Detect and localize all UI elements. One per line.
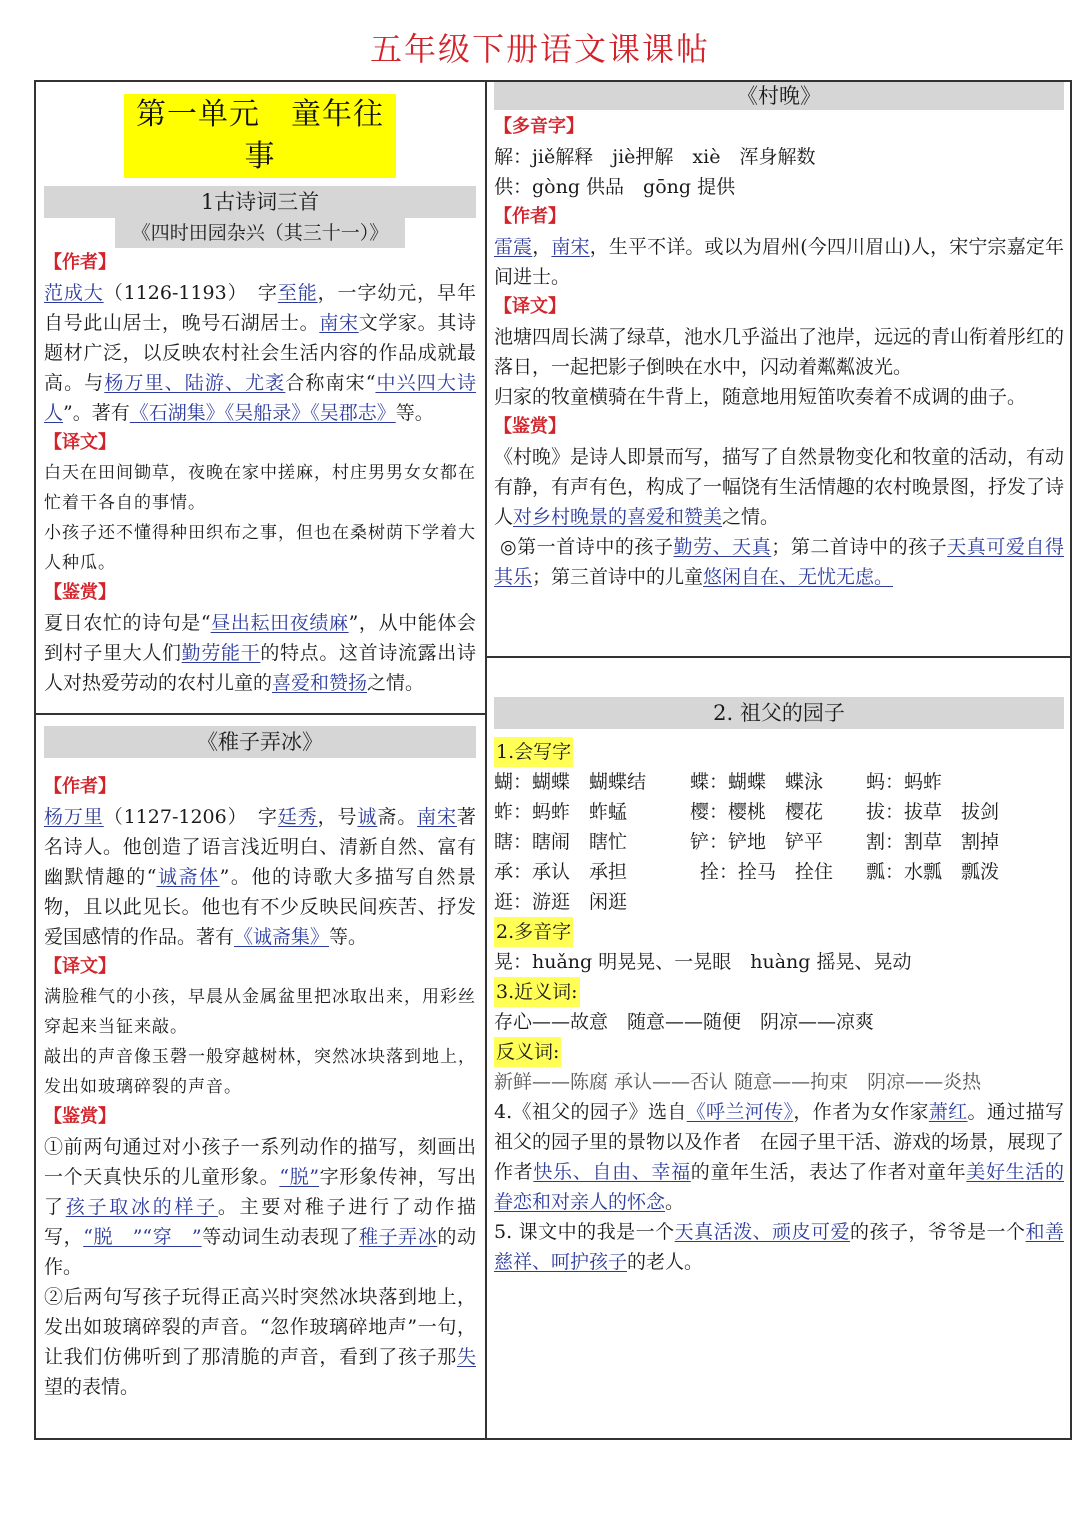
page-title: 五年级下册语文课课帖: [369, 30, 710, 68]
write-cell: 樱：樱桃 樱花: [690, 801, 824, 823]
childhood-trait-link[interactable]: 快乐、自由、幸福: [533, 1161, 691, 1183]
poem3-appreciation: [494, 442, 1064, 532]
text-span: 等。: [395, 402, 434, 424]
text-span: 。主要对稚子进行了动作描写，: [44, 1196, 476, 1248]
poem1-translation-line1: 白天在田间锄草，夜晚在家中搓麻，村庄男男女女都在忙着干各自的事情。: [44, 463, 476, 513]
key-verbs-link[interactable]: “脱 ”“穿 ”: [83, 1226, 202, 1248]
poem3-section: [494, 82, 1064, 592]
synonym-label: 3.近义词:: [494, 977, 580, 1007]
point-4: [494, 1097, 1064, 1217]
child-trait-link[interactable]: 天真活泼、顽皮可爱: [674, 1221, 851, 1243]
text-span: （1126-1193） 字: [103, 282, 278, 304]
text-span: 夏日农忙的诗句是“: [44, 612, 211, 634]
point-5: [494, 1217, 1064, 1277]
synonym-text: 存心——故意 随意——随便 阴凉——凉爽: [494, 1011, 875, 1033]
text-span: 等动词生动表现了: [201, 1226, 359, 1248]
author-name-link[interactable]: 范成大: [44, 282, 104, 304]
lesson2-title: 2. 祖父的园子: [494, 697, 1064, 729]
write-cell: 逛：游逛 闲逛: [494, 891, 628, 913]
poem3-translation-line2: 归家的牧童横骑在牛背上，随意地用短笛吹奏着不成调的曲子。: [494, 386, 1027, 408]
poem2-title: 《稚子弄冰》: [44, 726, 476, 758]
key-emotion-link[interactable]: 喜爱和赞扬: [272, 672, 368, 694]
text-span: 4.《祖父的园子》选自: [494, 1101, 687, 1123]
write-cell: 蝶：蝴蝶 蝶泳: [690, 771, 824, 793]
poem-summary: [494, 532, 1064, 592]
poem2-author-intro: [44, 802, 476, 952]
poem1-author-label: 【作者】: [44, 252, 116, 273]
text-span: 斋。: [377, 806, 418, 828]
polyphone2-label: 2.多音字: [494, 917, 573, 947]
text-span: 。通过描写祖父的园子里的景物以及作者 在园子里干活、游戏的场景，展现了作者: [494, 1101, 1065, 1183]
author-name-link[interactable]: 杨万里: [44, 806, 104, 828]
poem3-translation-line1: 池塘四周长满了绿草，池水几乎溢出了池岸，远远的青山衔着彤红的落日，一起把影子倒映在水中，闪动着粼粼波光。: [494, 326, 1065, 378]
author-name-link[interactable]: 雷震: [494, 236, 533, 258]
write-row: [494, 857, 1064, 887]
pen-name-link[interactable]: 诚: [357, 806, 378, 828]
text-span: ，生平不详。或以为眉州(今四川眉山)人，宋宁宗嘉定年间进士。: [494, 236, 1064, 288]
poem2-translation-line2: 敲出的声音像玉磬一般穿越树林，突然冰块落到地上，发出如玻璃碎裂的声音。: [44, 1047, 476, 1097]
unit-title: 第一单元 童年往事: [124, 94, 396, 178]
text-span: ；第三首诗中的儿童: [532, 566, 704, 588]
trait-link[interactable]: 悠闲自在、无忧无虑。: [703, 566, 894, 588]
lesson2-section: [494, 697, 1064, 1277]
text-span: ，: [532, 236, 552, 258]
key-word-link[interactable]: 失: [456, 1346, 476, 1368]
dynasty-link[interactable]: 南宋: [319, 312, 359, 334]
text-span: （1127-1206） 字: [103, 806, 278, 828]
poem2-appreciation-2: [44, 1282, 476, 1402]
text-span: 5. 课文中的我是一个: [494, 1221, 675, 1243]
column-divider: [485, 80, 487, 1440]
poem3-translation-label: 【译文】: [494, 296, 566, 317]
text-span: ，作者为女作家: [793, 1101, 929, 1123]
polyphone2-text: 晃：huǎng 明晃晃、一晃眼 huàng 摇晃、晃动: [494, 951, 912, 973]
text-span: 望的表情。: [44, 1376, 140, 1398]
works-link[interactable]: 《石湖集》《吴船录》《吴郡志》: [129, 402, 396, 424]
poets-link[interactable]: 杨万里、陆游、尤袤: [104, 372, 286, 394]
text-span: ◎第一首诗中的孩子: [500, 536, 674, 558]
poem3-author-intro: [494, 232, 1064, 292]
text-span: 的孩子，爷爷是一个: [850, 1221, 1026, 1243]
poem1-section: [44, 92, 476, 698]
text-span: ①前两句通过对小孩子一系列动作的描写，刻画出一个天真快乐的儿童形象。: [44, 1136, 476, 1188]
text-span: 合称南宋“: [285, 372, 376, 394]
dynasty-link[interactable]: 南宋: [417, 806, 457, 828]
poem1-appreciation: [44, 608, 476, 698]
poem1-translation-line2: 小孩子还不懂得种田织布之事，但也在桑树荫下学着大人种瓜。: [44, 523, 476, 573]
text-span: 之情。: [722, 506, 780, 528]
write-cell: 蚱：蚂蚱 蚱蜢: [494, 801, 628, 823]
poem1-translation-label: 【译文】: [44, 432, 116, 453]
write-grid: [494, 767, 1064, 917]
key-action-link[interactable]: 稚子弄冰: [358, 1226, 438, 1248]
text-span: 字形象传神，写出了: [44, 1166, 476, 1218]
key-trait-link[interactable]: 勤劳能干: [181, 642, 261, 664]
poem2-section: [44, 726, 476, 1402]
write-cell: 拔：拔草 拔剑: [866, 801, 1000, 823]
write-cell: 拴：拴马 拴住: [700, 861, 834, 883]
trait-link[interactable]: 勤劳、天真: [673, 536, 772, 558]
text-span: ，一字幼元，早年自号此山居士，晚号石湖居士。: [44, 282, 476, 334]
write-cell: 蚂：蚂蚱: [866, 771, 943, 793]
polyphone-label: 【多音字】: [494, 116, 584, 137]
poem3-title: 《村晚》: [494, 82, 1064, 110]
text-span: ”。著有: [63, 402, 130, 424]
write-row: [494, 767, 1064, 797]
antonym-text: 新鲜——陈腐 承认——否认 随意——拘束 阴凉——炎热: [494, 1071, 982, 1093]
text-span: 文学家。其诗题材广泛，以反映农村社会生活内容的作品成就最高。与: [44, 312, 476, 394]
poem3-author-label: 【作者】: [494, 206, 566, 227]
lesson1-title: 1古诗词三首: [44, 186, 476, 218]
courtesy-name-link[interactable]: 至能: [277, 282, 318, 304]
poem2-appreciation-label: 【鉴赏】: [44, 1106, 116, 1127]
key-emotion-link[interactable]: 对乡村晚景的喜爱和赞美: [513, 506, 723, 528]
poem3-appreciation-label: 【鉴赏】: [494, 416, 566, 437]
write-cell: 铲：铲地 铲平: [690, 831, 824, 853]
source-book-link[interactable]: 《呼兰河传》: [686, 1101, 794, 1123]
poem2-translation-line1: 满脸稚气的小孩，早晨从金属盆里把冰取出来，用彩丝穿起来当钲来敲。: [44, 987, 476, 1037]
text-span: 的童年生活，表达了作者对童年: [690, 1161, 967, 1183]
poem2-author-label: 【作者】: [44, 776, 116, 797]
left-section-divider: [34, 713, 486, 715]
text-span: 著名诗人。他创造了语言浅近明白、清新自然、富有幽默情趣的“: [44, 806, 476, 888]
write-cell: 蝴：蝴蝶 蝴蝶结: [494, 771, 647, 793]
text-span: ；第二首诗中的孩子: [771, 536, 948, 558]
style-link[interactable]: 诚斋体: [156, 866, 220, 888]
text-span: 《村晚》是诗人即景而写，描写了自然景物变化和牧童的活动，有动有静，有声有色，构成了一幅饶有生活情趣的农村晚景图，抒发了诗人: [494, 446, 1065, 528]
text-span: ”。他的诗歌大多描写自然景物，且以此见长。他也有不少反映民间疾苦、抒发爱国感情的作品。著有: [44, 866, 476, 948]
text-span: ”，从中能体会到村子里大人们: [44, 612, 476, 664]
write-cell: 承：承认 承担: [494, 861, 628, 883]
poem1-appreciation-label: 【鉴赏】: [44, 582, 116, 603]
courtesy-name-link[interactable]: 廷秀: [277, 806, 318, 828]
write-row: [494, 887, 1064, 917]
text-span: 之情。: [367, 672, 425, 694]
poem2-appreciation-1: [44, 1132, 476, 1282]
dynasty-link[interactable]: 南宋: [551, 236, 590, 258]
poem2-translation-label: 【译文】: [44, 956, 116, 977]
key-phrase-link[interactable]: 孩子取冰的样子: [65, 1196, 218, 1218]
key-line-link[interactable]: 昼出耘田夜绩麻: [210, 612, 349, 634]
poem1-title: 《四时田园杂兴（其三十一）》: [115, 218, 405, 248]
antonym-label: 反义词:: [494, 1037, 561, 1067]
text-span: ②后两句写孩子玩得正高兴时突然冰块落到地上，发出如玻璃碎裂的声音。“忽作玻璃碎地声”一句，让我们仿佛听到了那清脆的声音，看到了孩子那: [44, 1286, 476, 1368]
text-span: ，号: [317, 806, 358, 828]
text-span: 的特点。这首诗流露出诗人对热爱劳动的农村儿童的: [44, 642, 476, 694]
grandpa-trait-link[interactable]: 和善慈祥、呵护孩子: [494, 1221, 1064, 1273]
right-section-divider: [487, 656, 1072, 658]
write-label: 1.会写字: [494, 737, 573, 767]
text-span: 等。: [329, 926, 368, 948]
write-cell: 瓢：水瓢 瓢泼: [866, 861, 1000, 883]
write-cell: 瞎：瞎闹 瞎忙: [494, 831, 628, 853]
author-name-link[interactable]: 萧红: [928, 1101, 968, 1123]
poem1-author-intro: [44, 278, 476, 428]
text-span: 。: [665, 1191, 685, 1213]
emotion-link[interactable]: 美好生活的眷恋和对亲人的怀念: [494, 1161, 1064, 1213]
text-span: 的动作。: [44, 1226, 476, 1278]
polyphone-line2: 供：gòng 供品 gōng 提供: [494, 176, 736, 198]
key-word-link[interactable]: “脱”: [279, 1166, 320, 1188]
write-row: [494, 797, 1064, 827]
trait-link[interactable]: 天真可爱自得其乐: [494, 536, 1064, 588]
write-row: [494, 827, 1064, 857]
polyphone-line1: 解：jiě解释 jiè押解 xiè 浑身解数: [494, 146, 816, 168]
text-span: 的老人。: [627, 1251, 704, 1273]
write-cell: 割：割草 割掉: [866, 831, 1000, 853]
four-poets-link[interactable]: 中兴四大诗人: [44, 372, 476, 424]
works-link[interactable]: 《诚斋集》: [234, 926, 330, 948]
